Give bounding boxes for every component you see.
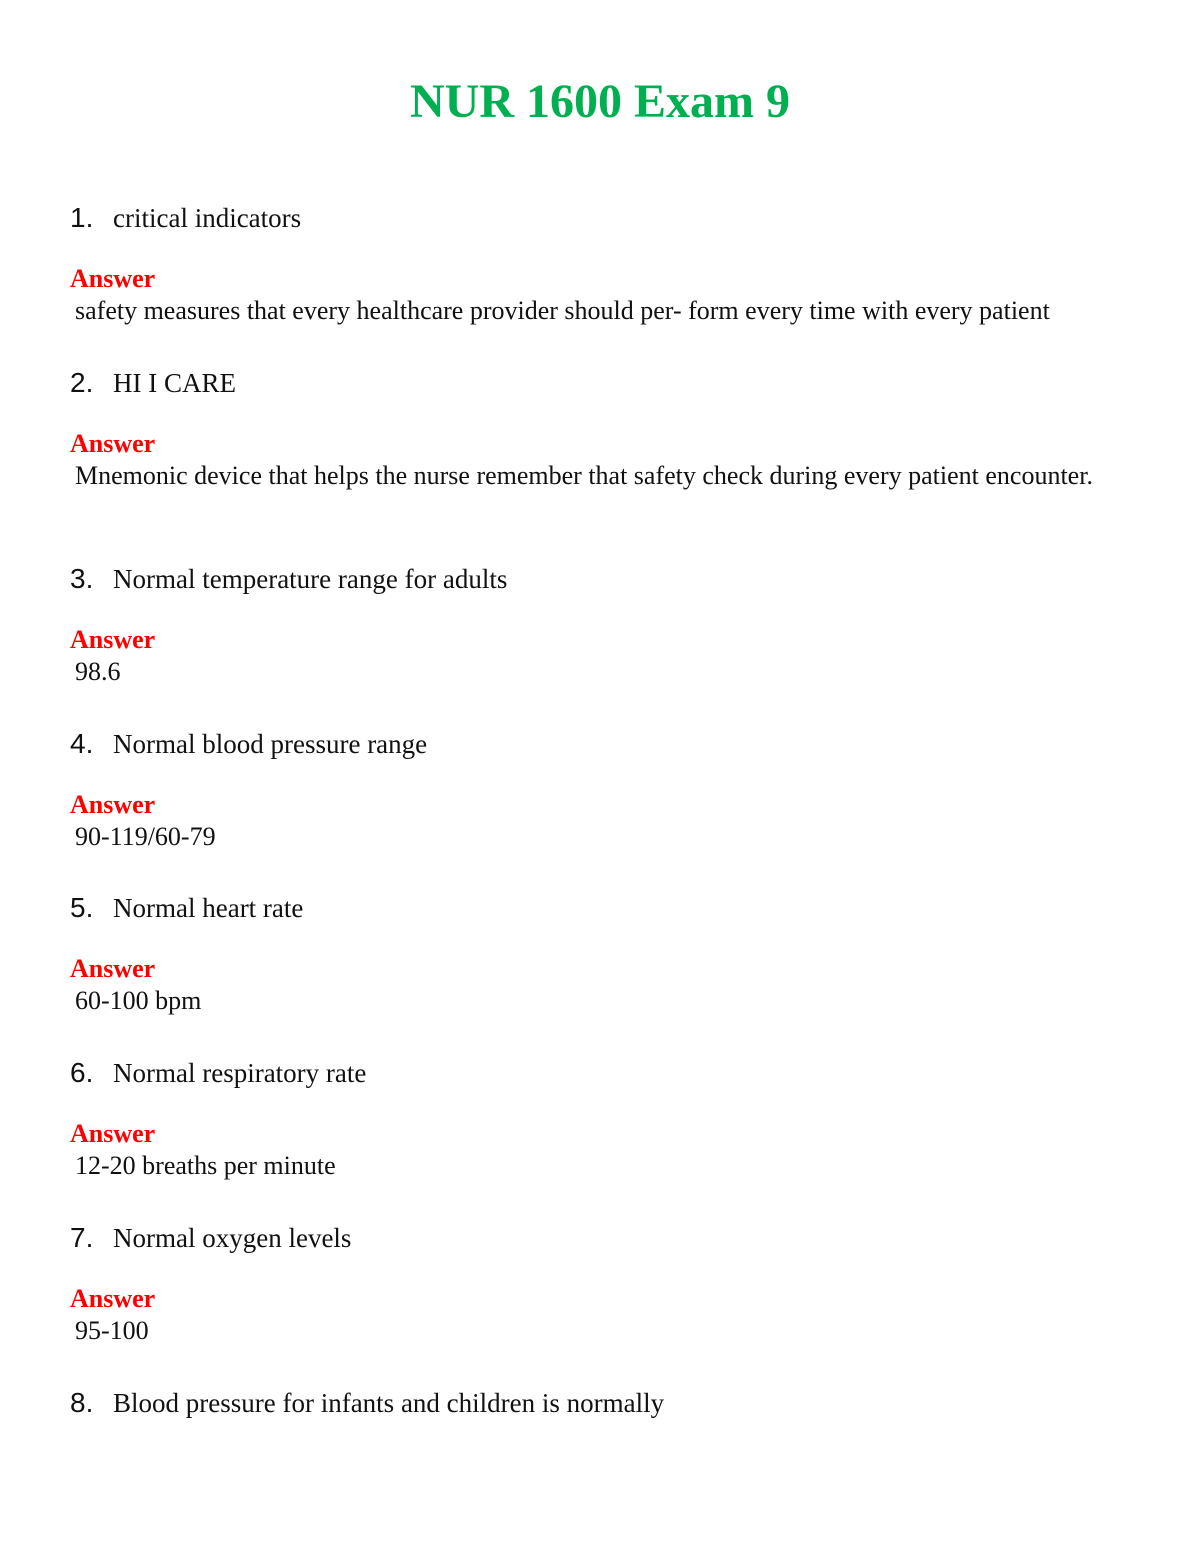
question-text: Normal blood pressure range xyxy=(113,729,428,759)
question-text: critical indicators xyxy=(113,203,302,233)
question-number: 1. xyxy=(70,202,94,233)
question-number: 5. xyxy=(70,892,94,923)
question-text: Normal respiratory rate xyxy=(113,1058,367,1088)
qa-item-6 xyxy=(70,1057,1130,1182)
answer-text: safety measures that every healthcare provider should per- form every time with every patient xyxy=(75,296,1050,325)
answer-label: Answer xyxy=(70,954,156,983)
question-7 xyxy=(70,1222,1130,1254)
question-number: 3. xyxy=(70,563,94,594)
question-number: 6. xyxy=(70,1057,94,1088)
answer-text: 12-20 breaths per minute xyxy=(75,1151,336,1180)
answer-text: 98.6 xyxy=(75,657,121,686)
question-2 xyxy=(70,367,1130,399)
question-5 xyxy=(70,892,1130,924)
answer-text: 95-100 xyxy=(75,1316,149,1345)
question-1 xyxy=(70,202,1130,234)
qa-item-4 xyxy=(70,728,1130,853)
question-number: 4. xyxy=(70,728,94,759)
qa-item-2 xyxy=(70,367,1130,492)
question-text: HI I CARE xyxy=(113,368,236,398)
answer-label: Answer xyxy=(70,429,156,458)
question-text: Blood pressure for infants and children is normally xyxy=(113,1388,665,1418)
question-number: 7. xyxy=(70,1222,94,1253)
qa-item-3 xyxy=(70,563,1130,688)
answer-label: Answer xyxy=(70,1119,156,1148)
question-text: Normal oxygen levels xyxy=(113,1223,352,1253)
question-8 xyxy=(70,1387,1130,1419)
qa-item-8 xyxy=(70,1387,1130,1419)
qa-item-7 xyxy=(70,1222,1130,1347)
answer-text: 60-100 bpm xyxy=(75,986,202,1015)
answer-label: Answer xyxy=(70,790,156,819)
page-title: NUR 1600 Exam 9 xyxy=(410,75,790,128)
question-number: 2. xyxy=(70,367,94,398)
answer-label: Answer xyxy=(70,625,156,654)
answer-text: Mnemonic device that helps the nurse remember that safety check during every patient encounter. xyxy=(75,461,1093,490)
answer-label: Answer xyxy=(70,1284,156,1313)
question-number: 8. xyxy=(70,1387,94,1418)
question-3 xyxy=(70,563,1130,595)
question-6 xyxy=(70,1057,1130,1089)
answer-label: Answer xyxy=(70,264,156,293)
question-4 xyxy=(70,728,1130,760)
question-text: Normal temperature range for adults xyxy=(113,564,508,594)
qa-item-1 xyxy=(70,202,1130,327)
question-text: Normal heart rate xyxy=(113,893,304,923)
qa-item-5 xyxy=(70,892,1130,1017)
answer-text: 90-119/60-79 xyxy=(75,822,216,851)
